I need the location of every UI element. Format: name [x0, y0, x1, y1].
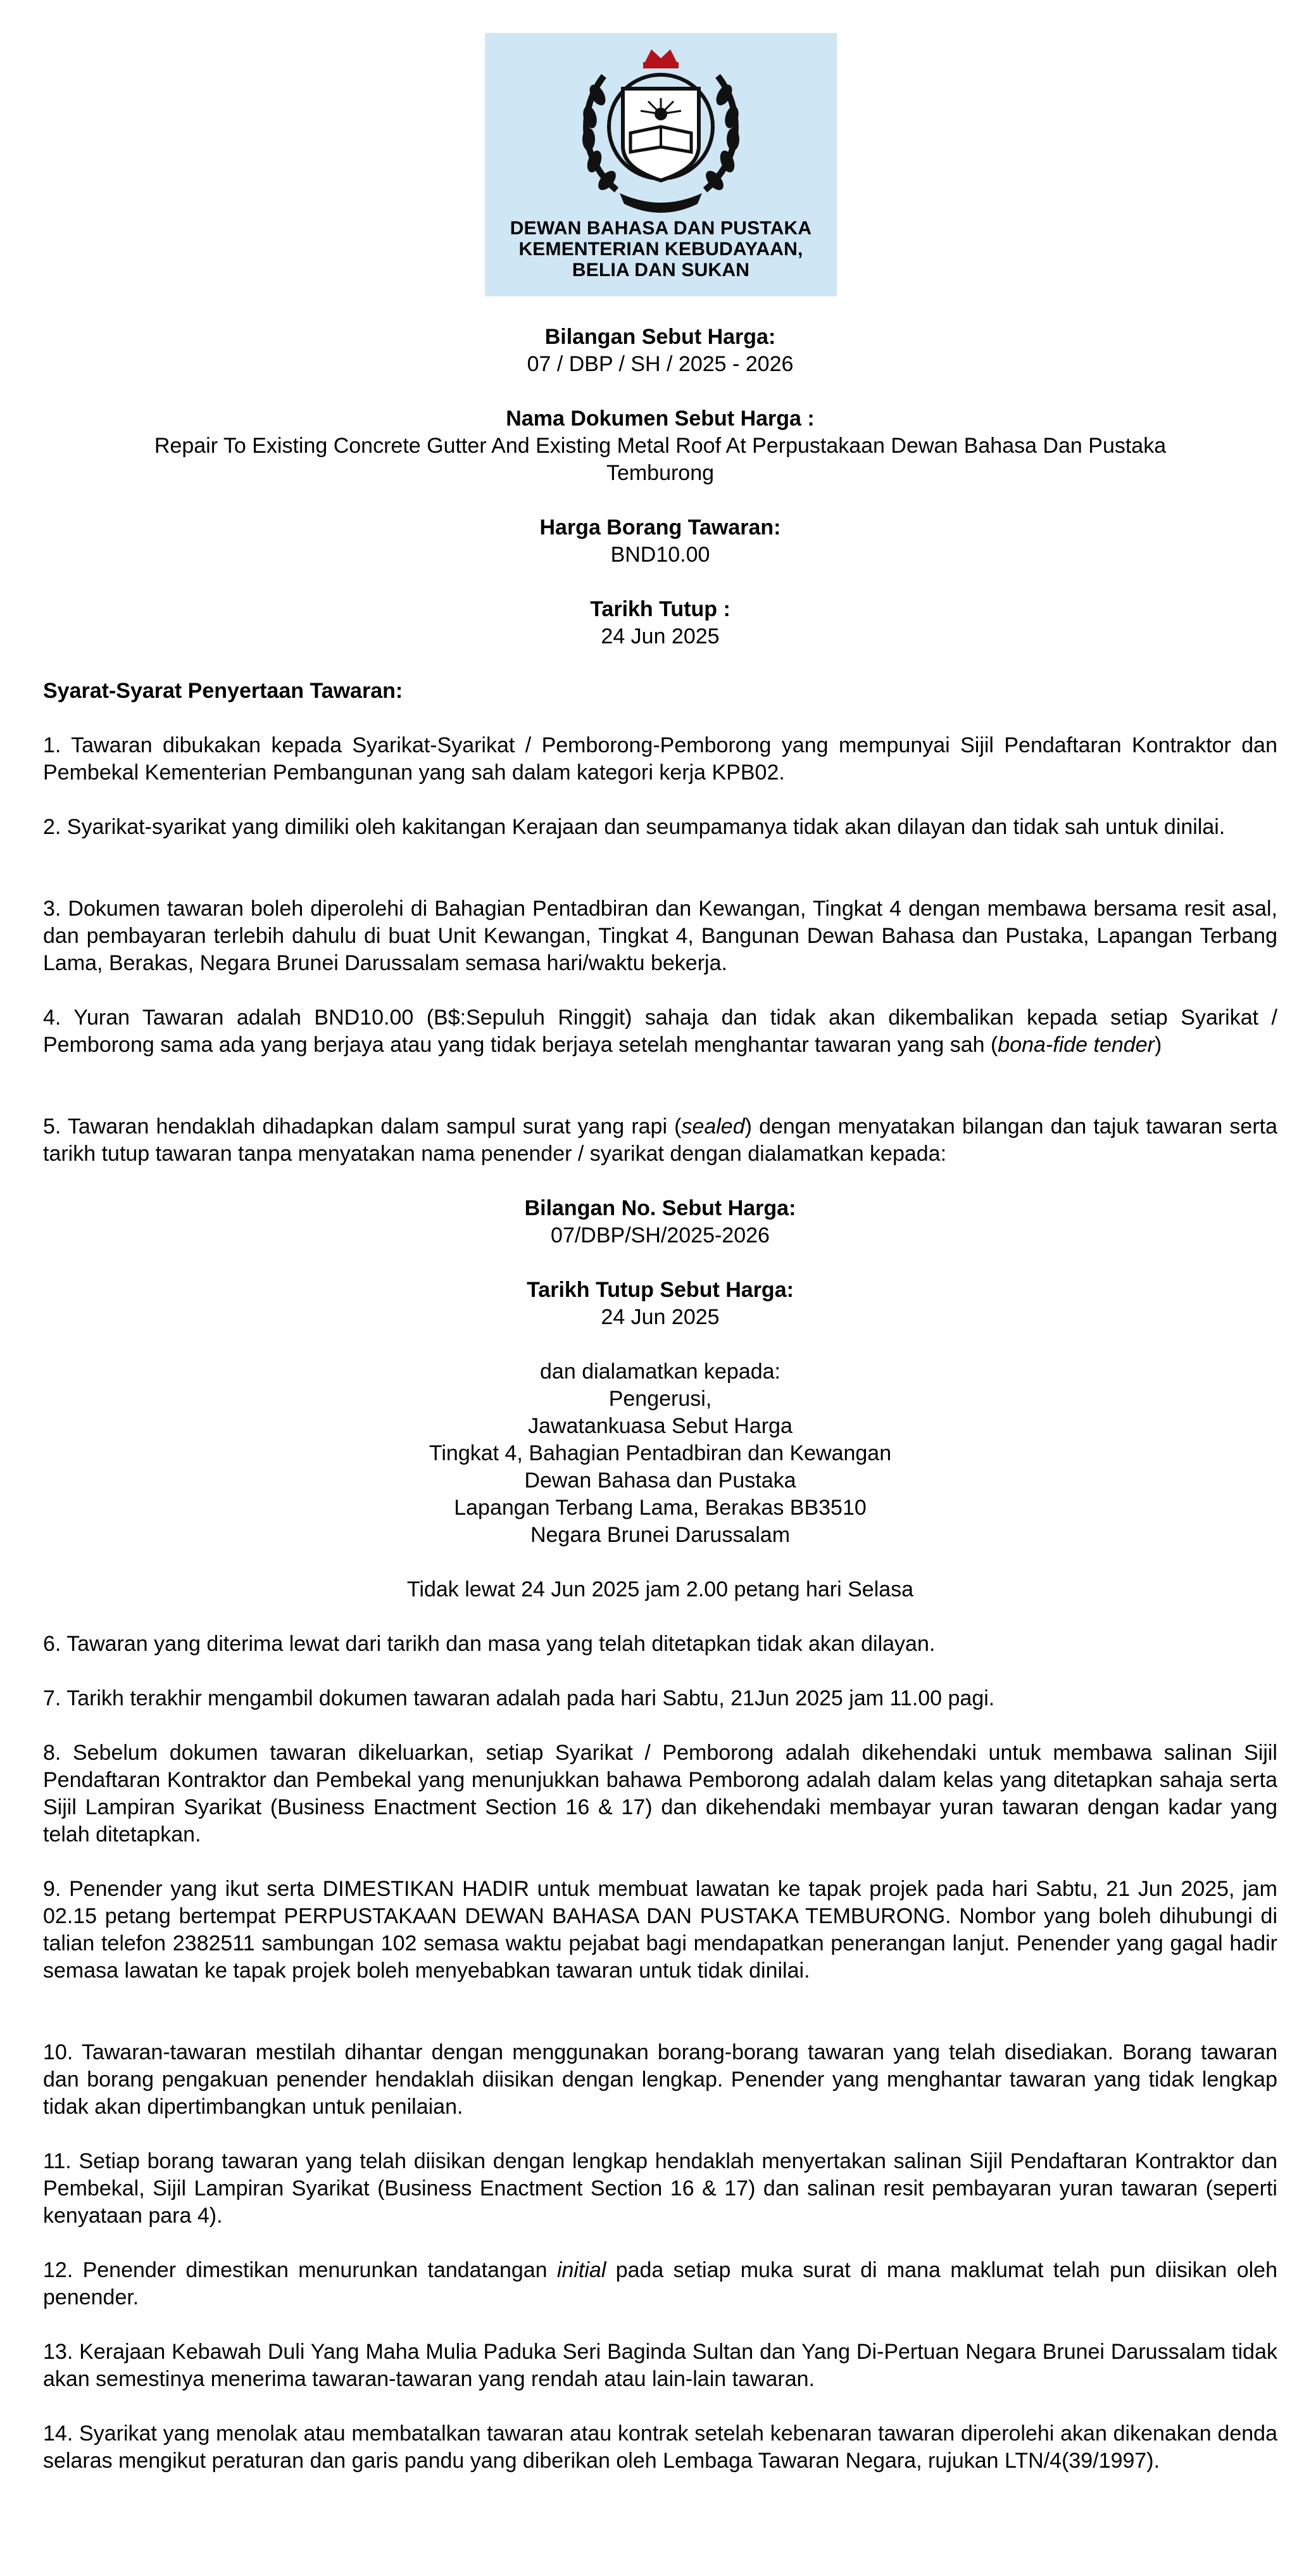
logo-text	[485, 218, 837, 281]
dbp-crest-icon	[560, 38, 762, 228]
condition-item-12-text: 12. Penender dimestikan menurunkan tandatangan	[43, 2258, 557, 2282]
logo-line: BELIA DAN SUKAN	[572, 260, 750, 281]
closing-date-section	[43, 596, 1277, 650]
address-line: Jawatankuasa Sebut Harga	[528, 1414, 793, 1438]
ref-label: Bilangan Sebut Harga:	[544, 325, 776, 349]
address-closing-value: 24 Jun 2025	[601, 1305, 720, 1329]
conditions-title: Syarat-Syarat Penyertaan Tawaran:	[43, 679, 403, 703]
condition-item-4	[43, 1004, 1277, 1059]
condition-item-12-italic: initial	[556, 2258, 606, 2282]
address-line: Pengerusi,	[608, 1387, 712, 1411]
address-line: Lapangan Terbang Lama, Berakas BB3510	[454, 1496, 867, 1520]
condition-item-5-text: 5. Tawaran hendaklah dihadapkan dalam sampul surat yang rapi (	[43, 1114, 682, 1139]
price-label: Harga Borang Tawaran:	[539, 515, 781, 540]
ref-value: 07 / DBP / SH / 2025 - 2026	[527, 352, 794, 376]
dbp-logo	[485, 33, 837, 296]
doc-name-label: Nama Dokumen Sebut Harga :	[506, 407, 815, 431]
condition-item-1: 1. Tawaran dibukakan kepada Syarikat-Syarikat / Pemborong-Pemborong yang mempunyai Sijil Pendaftaran Kontraktor dan Pembekal Kementerian Pembangunan yang sah dalam kategori kerja KPB02.	[43, 733, 1277, 785]
condition-item-2: 2. Syarikat-syarikat yang dimiliki oleh kakitangan Kerajaan dan seumpamanya tidak akan dilayan dan tidak sah untuk dinilai.	[43, 815, 1225, 839]
price-section	[43, 514, 1277, 569]
condition-item-3: 3. Dokumen tawaran boleh diperolehi di Bahagian Pentadbiran dan Kewangan, Tingkat 4 dengan membawa bersama resit asal, dan pembayaran terlebih dahulu di buat Unit Kewangan, Tingkat 4, Bangunan Dewan Bahasa dan Pustaka, Lapangan Terbang Lama, Berakas, Negara Brunei Darussalam semasa hari/waktu bekerja.	[43, 897, 1277, 975]
address-intro: dan dialamatkan kepada:	[540, 1360, 780, 1384]
logo-line: DEWAN BAHASA DAN PUSTAKA	[510, 218, 812, 239]
condition-item-13: 13. Kerajaan Kebawah Duli Yang Maha Mulia Paduka Seri Baginda Sultan dan Yang Di-Pertuan Negara Brunei Darussalam tidak akan semestinya menerima tawaran-tawaran yang rendah atau lain-lain tawaran.	[43, 2340, 1277, 2391]
condition-item-5-end: ) dengan menyatakan bilangan dan tajuk tawaran serta tarikh tutup tawaran tanpa menyatakan nama penender / syarikat dengan dialamatkan kepada:	[43, 1114, 1277, 1166]
condition-item-5-italic: sealed	[681, 1114, 745, 1139]
address-closing-label: Tarikh Tutup Sebut Harga:	[527, 1278, 794, 1302]
closing-date-label: Tarikh Tutup :	[590, 597, 730, 621]
doc-name-value: Repair To Existing Concrete Gutter And Existing Metal Roof At Perpustakaan Dewan Bahasa Dan Pustaka Temburong	[154, 434, 1167, 485]
address-ref-section	[43, 1195, 1277, 1249]
ref-section	[43, 324, 1277, 378]
doc-name-section	[43, 405, 1277, 487]
condition-item-4-italic: bona-fide tender	[998, 1033, 1155, 1057]
address-ref-label: Bilangan No. Sebut Harga:	[524, 1196, 796, 1220]
closing-date-value: 24 Jun 2025	[601, 624, 720, 648]
logo-line: KEMENTERIAN KEBUDAYAAN,	[518, 239, 803, 260]
address-ref-value: 07/DBP/SH/2025-2026	[551, 1223, 770, 1247]
condition-item-7: 7. Tarikh terakhir mengambil dokumen tawaran adalah pada hari Sabtu, 21Jun 2025 jam 11.00 pagi.	[43, 1686, 995, 1710]
address-line: Dewan Bahasa dan Pustaka	[524, 1468, 796, 1493]
condition-item-12	[43, 2257, 1277, 2311]
submission-deadline: Tidak lewat 24 Jun 2025 jam 2.00 petang hari Selasa	[406, 1577, 914, 1601]
price-value: BND10.00	[610, 543, 710, 567]
condition-item-4-text: 4. Yuran Tawaran adalah BND10.00 (B$:Sepuluh Ringgit) sahaja dan tidak akan dikembalikan kepada setiap Syarikat / Pemborong sama ada yang berjaya atau yang tidak berjaya setelah menghantar tawaran yang sah (	[43, 1006, 1277, 1057]
address-closing-section	[43, 1277, 1277, 1331]
condition-item-4-end: )	[1154, 1033, 1162, 1057]
address-line: Tingkat 4, Bahagian Pentadbiran dan Kewangan	[429, 1441, 892, 1465]
condition-item-12-end: pada setiap muka surat di mana maklumat telah pun diisikan oleh penender.	[43, 2258, 1277, 2309]
condition-item-8: 8. Sebelum dokumen tawaran dikeluarkan, setiap Syarikat / Pemborong adalah dikehendaki untuk membawa salinan Sijil Pendaftaran Kontraktor dan Pembekal yang menunjukkan bahawa Pemborong adalah dalam kelas yang ditetapkan sahaja serta Sijil Lampiran Syarikat (Business Enactment Section 16 & 17) dan dikehendaki membayar yuran tawaran dengan kadar yang telah ditetapkan.	[43, 1741, 1277, 1847]
condition-item-5	[43, 1113, 1277, 1168]
address-line: Negara Brunei Darussalam	[530, 1523, 791, 1547]
condition-item-10: 10. Tawaran-tawaran mestilah dihantar dengan menggunakan borang-borang tawaran yang telah disediakan. Borang tawaran dan borang pengakuan penender hendaklah diisikan dengan lengkap. Penender yang menghantar tawaran yang tidak lengkap tidak akan dipertimbangkan untuk penilaian.	[43, 2040, 1277, 2119]
condition-item-6: 6. Tawaran yang diterima lewat dari tarikh dan masa yang telah ditetapkan tidak akan dilayan.	[43, 1632, 936, 1656]
address-lines	[43, 1358, 1277, 1549]
condition-item-9: 9. Penender yang ikut serta DIMESTIKAN HADIR untuk membuat lawatan ke tapak projek pada hari Sabtu, 21 Jun 2025, jam 02.15 petang bertempat PERPUSTAKAAN DEWAN BAHASA DAN PUSTAKA TEMBURONG. Nombor yang boleh dihubungi di talian telefon 2382511 sambungan 102 semasa waktu pejabat bagi mendapatkan penerangan lanjut. Penender yang gagal hadir semasa lawatan ke tapak projek boleh menyebabkan tawaran untuk tidak dinilai.	[43, 1877, 1277, 1983]
condition-item-14: 14. Syarikat yang menolak atau membatalkan tawaran atau kontrak setelah kebenaran tawaran diperolehi akan dikenakan denda selaras mengikut peraturan dan garis pandu yang diberikan oleh Lembaga Tawaran Negara, rujukan LTN/4(39/1997).	[43, 2421, 1277, 2473]
condition-item-11: 11. Setiap borang tawaran yang telah diisikan dengan lengkap hendaklah menyertakan salinan Sijil Pendaftaran Kontraktor dan Pembekal, Sijil Lampiran Syarikat (Business Enactment Section 16 & 17) dan salinan resit pembayaran yuran tawaran (seperti kenyataan para 4).	[43, 2149, 1277, 2228]
